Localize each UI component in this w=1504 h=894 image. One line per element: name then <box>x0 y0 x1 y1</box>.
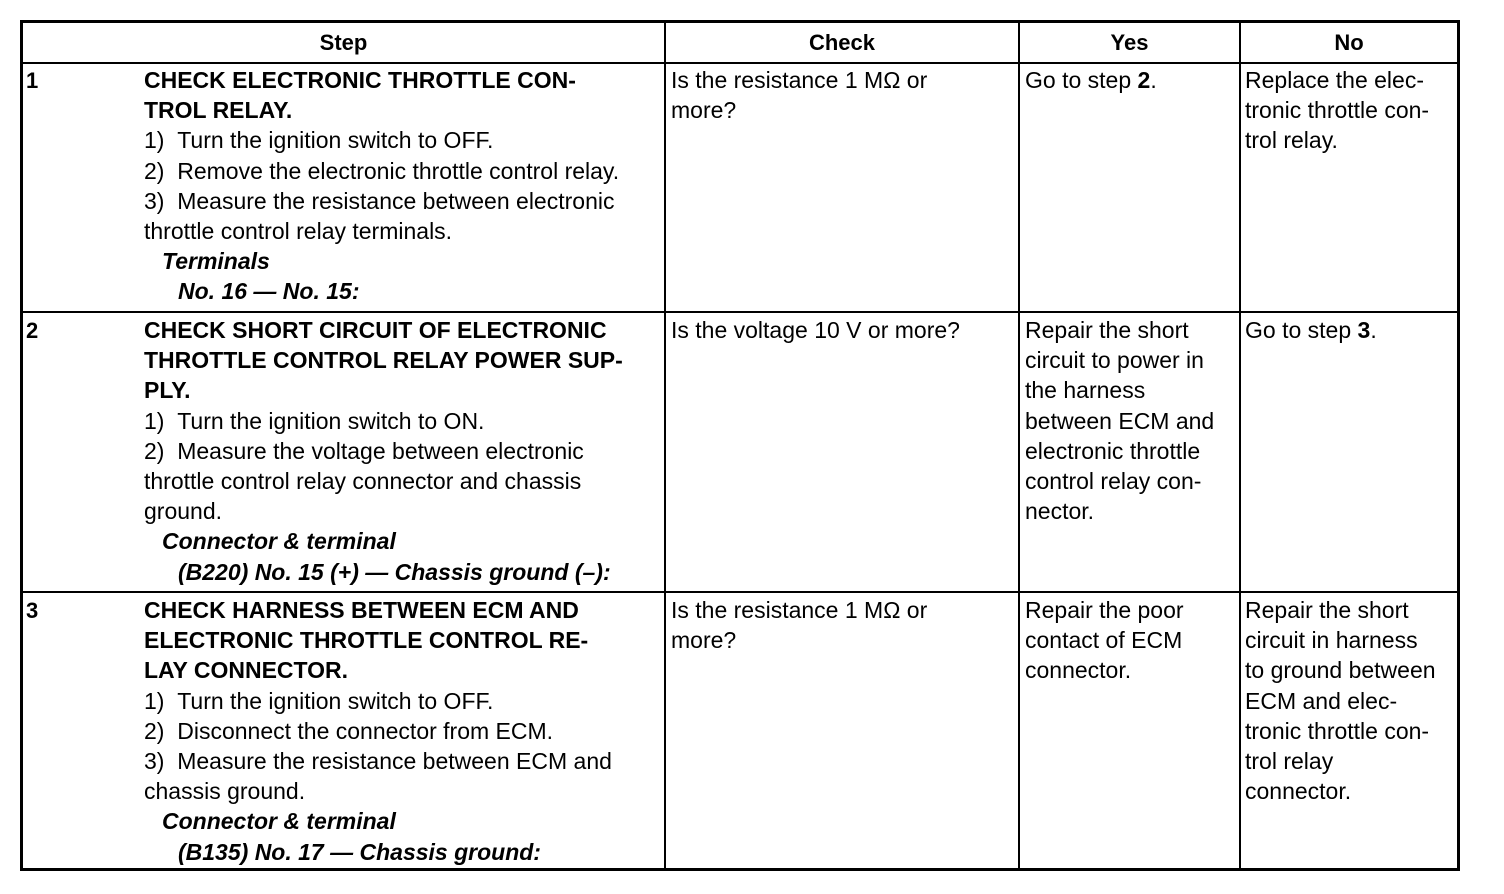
yes-action-line: nector. <box>1025 498 1095 525</box>
yes-action-line: the harness <box>1025 377 1146 404</box>
yes-action-suffix: . <box>1150 67 1157 93</box>
yes-action-line: Repair the poor <box>1025 597 1184 623</box>
check-line: more? <box>671 97 737 124</box>
spec-value: No. 16 — No. 15: <box>178 278 360 305</box>
no-action-line: to ground between <box>1245 657 1436 684</box>
no-action <box>1245 65 1429 156</box>
step-instruction: throttle control relay connector and chassis <box>144 468 582 495</box>
header-yes: Yes <box>1110 30 1149 55</box>
row-divider-2-3 <box>23 591 1457 593</box>
step-instruction: 3) Measure the resistance between electronic <box>144 187 615 214</box>
step-instruction: throttle control relay terminals. <box>144 218 453 245</box>
no-action-line: ECM and elec- <box>1245 687 1398 714</box>
check-line: Is the resistance 1 MΩ or <box>671 67 928 93</box>
step-number: 1 <box>26 68 39 93</box>
step-title-line: ELECTRONIC THROTTLE CONTROL RE- <box>144 627 589 654</box>
check-line: Is the voltage 10 V or more? <box>671 317 960 343</box>
step-instruction: ground. <box>144 498 223 525</box>
step-title-line: TROL RELAY. <box>144 97 293 124</box>
step-title-line: LAY CONNECTOR. <box>144 657 349 684</box>
yes-action-line: circuit to power in <box>1025 347 1204 374</box>
step-instruction: 2) Disconnect the connector from ECM. <box>144 717 554 744</box>
diagnostic-table <box>20 20 1460 871</box>
header-check: Check <box>808 30 876 55</box>
step-instruction: 2) Remove the electronic throttle control relay. <box>144 157 620 184</box>
no-action-line: tronic throttle con- <box>1245 717 1430 744</box>
no-action <box>1245 595 1436 806</box>
yes-action-line: control relay con- <box>1025 468 1202 495</box>
column-divider-yes-no <box>1239 23 1241 868</box>
spec-value: (B135) No. 17 — Chassis ground: <box>178 838 541 865</box>
yes-action-line: between ECM and <box>1025 407 1215 434</box>
no-action-line: Repair the short <box>1245 597 1409 623</box>
step-content <box>144 595 612 867</box>
yes-action <box>1025 65 1157 95</box>
column-divider-check-yes <box>1018 23 1020 868</box>
step-title-line: CHECK SHORT CIRCUIT OF ELECTRONIC <box>144 317 607 343</box>
yes-action-line: contact of ECM <box>1025 627 1183 654</box>
no-action-line: Replace the elec- <box>1245 67 1424 93</box>
step-number: 3 <box>26 598 39 623</box>
column-divider-step-check <box>664 23 666 868</box>
step-title-line: THROTTLE CONTROL RELAY POWER SUP- <box>144 347 623 374</box>
no-action-prefix: Go to step <box>1245 317 1358 343</box>
step-reference: 3 <box>1357 317 1371 343</box>
step-instruction: 1) Turn the ignition switch to ON. <box>144 407 485 434</box>
yes-action <box>1025 595 1184 686</box>
step-number: 2 <box>26 318 39 343</box>
check-question <box>671 595 927 655</box>
step-instruction: 1) Turn the ignition switch to OFF. <box>144 127 494 154</box>
no-action <box>1245 315 1377 345</box>
table-grid <box>23 23 1457 868</box>
step-instruction: 1) Turn the ignition switch to OFF. <box>144 687 494 714</box>
no-action-line: trol relay. <box>1245 127 1338 154</box>
check-question <box>671 65 927 125</box>
step-content <box>144 65 619 307</box>
yes-action-prefix: Go to step <box>1025 67 1138 93</box>
row-divider-1-2 <box>23 311 1457 313</box>
step-instruction: 2) Measure the voltage between electronic <box>144 437 584 464</box>
spec-label: Terminals <box>162 248 270 275</box>
step-content <box>144 315 623 587</box>
yes-action-line: Repair the short <box>1025 317 1189 343</box>
yes-action-line: electronic throttle <box>1025 437 1201 464</box>
check-line: more? <box>671 627 737 654</box>
no-action-line: connector. <box>1245 778 1352 805</box>
step-title-line: PLY. <box>144 377 191 404</box>
no-action-line: tronic throttle con- <box>1245 97 1430 124</box>
step-title-line: CHECK HARNESS BETWEEN ECM AND <box>144 597 579 623</box>
step-instruction: 3) Measure the resistance between ECM and <box>144 748 612 775</box>
yes-action <box>1025 315 1214 526</box>
spec-value: (B220) No. 15 (+) — Chassis ground (–): <box>178 558 611 585</box>
spec-label: Connector & terminal <box>162 528 396 555</box>
step-reference: 2 <box>1137 67 1151 93</box>
no-action-suffix: . <box>1370 317 1377 343</box>
step-title-line: CHECK ELECTRONIC THROTTLE CON- <box>144 67 576 93</box>
header-no: No <box>1334 30 1364 55</box>
yes-action-line: connector. <box>1025 657 1132 684</box>
step-instruction: chassis ground. <box>144 778 306 805</box>
no-action-line: circuit in harness <box>1245 627 1418 654</box>
spec-label: Connector & terminal <box>162 808 396 835</box>
no-action-line: trol relay <box>1245 748 1334 775</box>
header-step: Step <box>319 30 368 55</box>
check-question <box>671 315 960 345</box>
check-line: Is the resistance 1 MΩ or <box>671 597 928 623</box>
